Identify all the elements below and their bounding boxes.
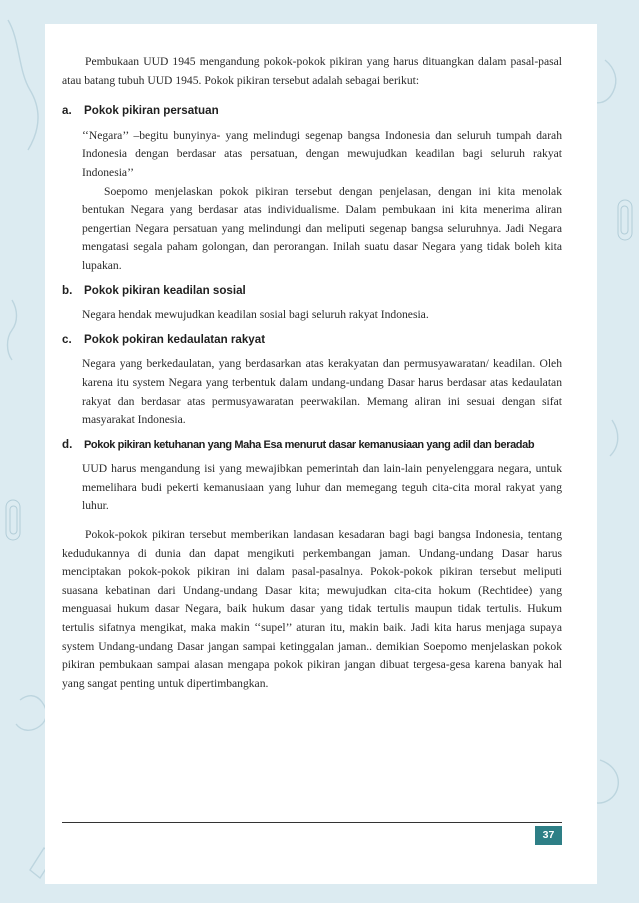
section-body-d — [62, 460, 562, 516]
section-paragraph: UUD harus mengandung isi yang mewajibkan pemerintah dan lain-lain penyelenggara negara, untuk memelihara budi pekerti kemanusiaan yang luhur dan memegang teguh cita-cita moral rakyat yang luhur. — [82, 462, 562, 513]
section-heading-c — [62, 331, 562, 350]
section-heading-a — [62, 102, 562, 121]
section-letter: b. — [62, 283, 73, 297]
section-title: Pokok pikiran ketuhanan yang Maha Esa menurut dasar kemanusiaan yang adil dan beradab — [84, 438, 535, 451]
page-content — [62, 53, 562, 693]
section-body-a — [62, 127, 562, 276]
section-letter: a. — [62, 104, 72, 118]
section-paragraph: ‘‘Negara’’ –begitu bunyinya- yang melindugi segenap bangsa Indonesia dan seluruh tumpah darah Indonesia dengan berdasar atas persatuan, dengan mewujudkan keadilan bagi seluruh rakyat Indonesia’’ — [82, 128, 562, 179]
intro-paragraph: Pembukaan UUD 1945 mengandung pokok-pokok pikiran yang harus dituangkan dalam pasal-pasal atau batang tubuh UUD 1945. Pokok pikiran tersebut adalah sebagai berikut: — [62, 55, 562, 87]
page-number: 37 — [535, 826, 562, 845]
section-letter: c. — [62, 332, 72, 346]
section-letter: d. — [62, 437, 73, 451]
section-body-c — [62, 355, 562, 429]
section-title: Pokok pokiran kedaulatan rakyat — [84, 332, 266, 346]
section-title: Pokok pikiran keadilan sosial — [84, 283, 246, 297]
footer-divider — [62, 822, 562, 823]
section-title: Pokok pikiran persatuan — [84, 104, 219, 118]
closing-paragraph: Pokok-pokok pikiran tersebut memberikan landasan kesadaran bagi bagi bangsa Indonesia, tentang kedudukannya di dunia dan dapat mengikuti perkembangan jaman. Undang-undang Dasar harus menciptakan pokok-pokok pikiran ini dalam pasal-pasalnya. Pokok-pokok pikiran tersebut meliputi suasana kebatinan dari Undang-undang Dasar kita; mewujudkan cita-cita hokum (Rechtidee) yang menguasai hukum dasar Negara, baik hukum dasar yang tidak tertulis maupun tidak tertulis. Hukum tertulis sifatnya mengikat, maka makin ‘‘supel’’ aturan itu, makin baik. Jadi kita harus menjaga supaya system Undang-undang Dasar jangan sampai ketinggalan jaman.. demikian Soepomo menjelaskan pokok pikiran pembukaan sampai alasan mengapa pokok pikiran jangan dibuat tergesa-gesa karena banyak hal yang sangat penting untuk dipertimbangkan. — [62, 528, 562, 690]
section-paragraph: Negara yang berkedaulatan, yang berdasarkan atas kerakyatan dan permusyawaratan/ keadilan. Oleh karena itu system Negara yang terbentuk dalam undang-undang Dasar harus berdasar atas kedaulatan rakyat dan berdasar atas permusyawaratan peerwakilan. Memang aliran ini sesuai dengan sifat masyarakat Indonesia. — [82, 357, 562, 427]
section-heading-d — [62, 436, 562, 455]
section-paragraph: Negara hendak mewujudkan keadilan sosial bagi seluruh rakyat Indonesia. — [82, 308, 429, 322]
section-paragraph: Soepomo menjelaskan pokok pikiran tersebut dengan penjelasan, dengan ini kita menolak bentukan Negara yang berdasar atas individualisme. Dalam pembukaan ini kita menerima aliran pengertian Negara persatuan yang melindungi dan meliputi segenap bangsa seluruhnya. Jadi Negara mengatasi segala paham golongan, dan perorangan. Inilah suatu dasar Negara yang tidak boleh kita lupakan. — [82, 184, 562, 272]
section-heading-b — [62, 282, 562, 301]
section-body-b — [62, 306, 562, 325]
